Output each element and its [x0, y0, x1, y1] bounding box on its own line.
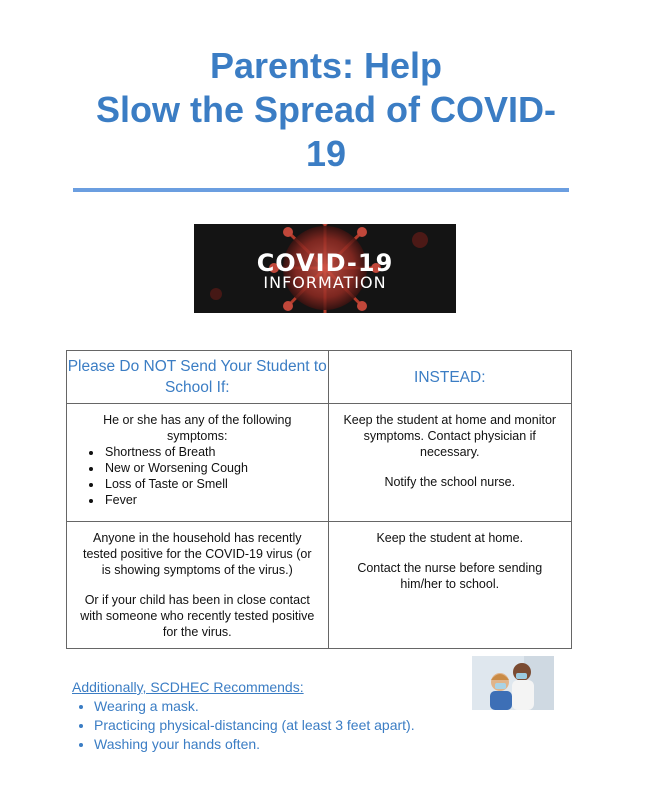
symptoms-list	[77, 444, 318, 508]
symptom-item: • Fever	[103, 492, 318, 508]
action-monitor: Keep the student at home and monitor symptoms. Contact physician if necessary.	[343, 413, 557, 459]
action-contact-nurse: Contact the nurse before sending him/her to school.	[357, 561, 543, 591]
title-line-3: 19	[305, 133, 347, 174]
recommendation-item: • Washing your hands often.	[94, 735, 415, 754]
guidance-table	[66, 350, 572, 649]
banner-title: COVID-19	[256, 249, 394, 277]
recommendation-item: • Practicing physical-distancing (at least 3 feet apart).	[94, 716, 415, 735]
recommendation-item: • Wearing a mask.	[94, 697, 415, 716]
covid-info-banner	[194, 224, 456, 313]
symptoms-cell	[67, 404, 329, 522]
recommendations-title: Additionally, SCDHEC Recommends:	[72, 679, 304, 695]
symptom-item: • Shortness of Breath	[103, 444, 318, 460]
table-row	[67, 404, 572, 522]
page-title	[40, 44, 612, 176]
household-positive: Anyone in the household has recently tested positive for the COVID-19 virus (or is showing symptoms of the virus.)	[82, 531, 312, 577]
title-line-2: Slow the Spread of COVID-	[95, 89, 557, 130]
action-keep-home: Keep the student at home.	[376, 531, 524, 545]
symptoms-action-cell	[328, 404, 571, 522]
parent-child-mask-photo	[472, 656, 554, 710]
banner-subtitle: INFORMATION	[263, 273, 387, 292]
title-line-1: Parents: Help	[209, 45, 443, 86]
table-header-row	[67, 351, 572, 404]
household-cell	[67, 522, 329, 649]
symptom-item: • Loss of Taste or Smell	[103, 476, 318, 492]
symptoms-intro: He or she has any of the following symptoms:	[103, 413, 292, 443]
recommendations-list	[72, 697, 415, 754]
action-notify-nurse: Notify the school nurse.	[384, 475, 516, 489]
header-do-not-send: Please Do NOT Send Your Student to School If:	[67, 351, 329, 404]
symptom-item: • New or Worsening Cough	[103, 460, 318, 476]
table-row	[67, 522, 572, 649]
header-instead: INSTEAD:	[328, 351, 571, 404]
household-action-cell	[328, 522, 571, 649]
title-divider	[73, 188, 569, 192]
close-contact: Or if your child has been in close contact with someone who recently tested positive for the virus.	[80, 593, 315, 639]
